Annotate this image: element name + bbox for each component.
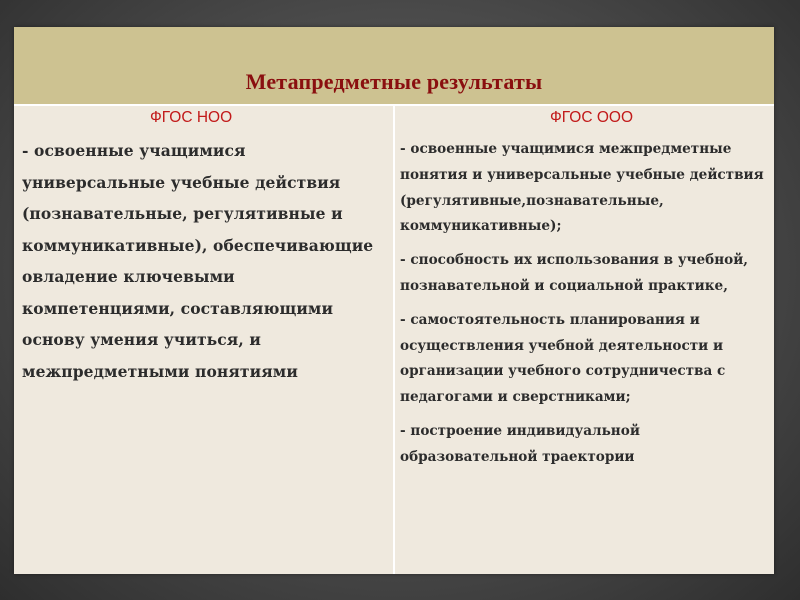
column-body-noo: - освоенные учащимися универсальные учебные действия (познавательные, регулятивные и коммуникативные), обеспечивающие овладение ключевыми компетенциями, составляющими основу умения учиться, и межпредметными понятиями: [22, 141, 374, 381]
list-item: - освоенные учащимися межпредметные понятия и универсальные учебные действия (регулятивные,познавательные, коммуникативные);: [400, 141, 764, 235]
column-divider: [393, 104, 395, 574]
comparison-table: [14, 27, 774, 574]
column-heading-ooo: ФГОС ООО: [550, 109, 634, 126]
list-item: - самостоятельность планирования и осуществления учебной деятельности и организации учебного сотрудничества с педагогами и сверстниками;: [400, 311, 726, 406]
column-fgos-noo: [22, 106, 388, 387]
list-item: - построение индивидуальной образовательной траектории: [400, 422, 640, 465]
list-item: - способность их использования в учебной, познавательной и социальной практике,: [400, 252, 749, 294]
title-bar: [14, 27, 774, 104]
column-items-ooo: [400, 137, 770, 471]
column-heading-noo: ФГОС НОО: [150, 109, 233, 126]
table-title: Метапредметные результаты: [245, 69, 543, 94]
column-fgos-ooo: [400, 106, 770, 471]
